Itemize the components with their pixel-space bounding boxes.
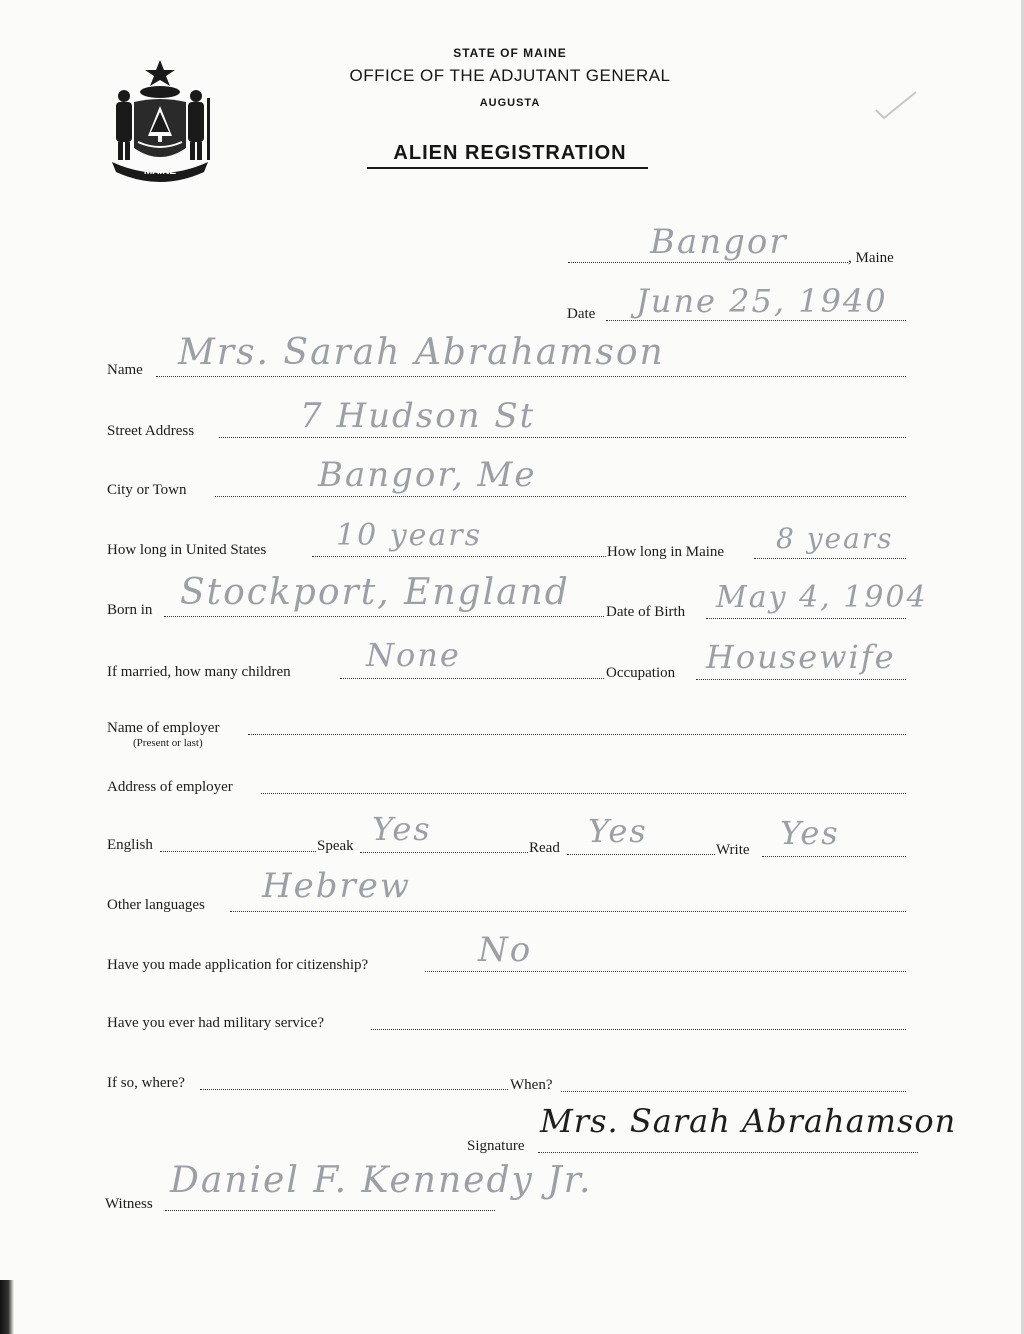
where-label: If so, where? (107, 1075, 185, 1091)
other-languages-value: Hebrew (262, 866, 412, 906)
english-line (160, 851, 316, 852)
date-value: June 25, 1940 (636, 282, 888, 320)
occupation-value: Housewife (706, 638, 896, 676)
born-in-label: Born in (107, 602, 153, 618)
children-label: If married, how many children (107, 664, 291, 680)
street-value: 7 Hudson St (300, 396, 536, 436)
read-line (567, 854, 715, 855)
write-line (762, 856, 906, 857)
birth-date-value: May 4, 1904 (716, 580, 928, 615)
write-value: Yes (780, 814, 840, 852)
other-languages-line (230, 911, 906, 912)
write-label: Write (716, 842, 750, 858)
speak-label: Speak (317, 838, 354, 854)
signature-label: Signature (467, 1138, 525, 1154)
occupation-label: Occupation (606, 665, 676, 681)
children-line (340, 678, 604, 679)
birth-date-line (706, 618, 906, 619)
name-value: Mrs. Sarah Abrahamson (178, 332, 665, 373)
speak-value: Yes (372, 810, 432, 848)
citizenship-value: No (478, 930, 533, 970)
title-underline (367, 167, 648, 169)
office-heading: OFFICE OF THE ADJUTANT GENERAL (349, 66, 671, 85)
children-value: None (366, 636, 461, 674)
read-value: Yes (588, 812, 648, 850)
witness-line (165, 1210, 495, 1211)
check-mark-icon (872, 90, 918, 120)
military-label: Have you ever had military service? (107, 1015, 324, 1031)
where-line (200, 1089, 508, 1090)
name-line (156, 376, 906, 377)
city-label: City or Town (107, 482, 187, 498)
city-line (215, 496, 906, 497)
street-label: Street Address (107, 423, 195, 439)
maine-duration-line (754, 558, 906, 559)
place-line (568, 262, 848, 263)
name-label: Name (107, 362, 143, 378)
speak-line (360, 852, 528, 853)
signature-line (538, 1152, 918, 1153)
scan-edge (0, 1280, 14, 1334)
english-label: English (107, 837, 153, 853)
svg-text:MAINE: MAINE (143, 166, 177, 177)
witness-value: Daniel F. Kennedy Jr. (170, 1160, 593, 1201)
when-label: When? (510, 1077, 553, 1093)
other-languages-label: Other languages (107, 897, 205, 913)
place-suffix-label: , Maine (848, 250, 894, 266)
employer-name-sublabel: (Present or last) (133, 737, 203, 749)
form-title: ALIEN REGISTRATION (393, 142, 627, 164)
military-line (371, 1029, 906, 1030)
us-duration-label: How long in United States (107, 542, 267, 558)
date-label: Date (567, 306, 596, 322)
citizenship-line (425, 971, 906, 972)
street-line (219, 437, 906, 438)
read-label: Read (529, 840, 560, 856)
employer-name-line (248, 734, 906, 735)
maine-duration-label: How long in Maine (607, 544, 725, 560)
maine-duration-value: 8 years (776, 522, 894, 555)
place-value: Bangor (650, 222, 788, 262)
witness-label: Witness (105, 1196, 153, 1212)
citizenship-label: Have you made application for citizenship? (107, 957, 369, 973)
city-value: Bangor, Me (318, 455, 537, 495)
state-seal-icon (104, 58, 216, 184)
when-line (561, 1091, 906, 1092)
date-line (606, 320, 906, 321)
employer-address-line (261, 793, 906, 794)
us-duration-value: 10 years (336, 518, 483, 553)
birth-date-label: Date of Birth (606, 604, 686, 620)
born-in-value: Stockport, England (180, 572, 570, 613)
occupation-line (696, 679, 906, 680)
city-heading: AUGUSTA (479, 97, 541, 109)
born-in-line (164, 616, 604, 617)
us-duration-line (312, 556, 606, 557)
employer-name-label: Name of employer (107, 720, 220, 736)
employer-address-label: Address of employer (107, 779, 233, 795)
signature-value: Mrs. Sarah Abrahamson (540, 1102, 957, 1140)
state-heading: STATE OF MAINE (453, 46, 567, 60)
